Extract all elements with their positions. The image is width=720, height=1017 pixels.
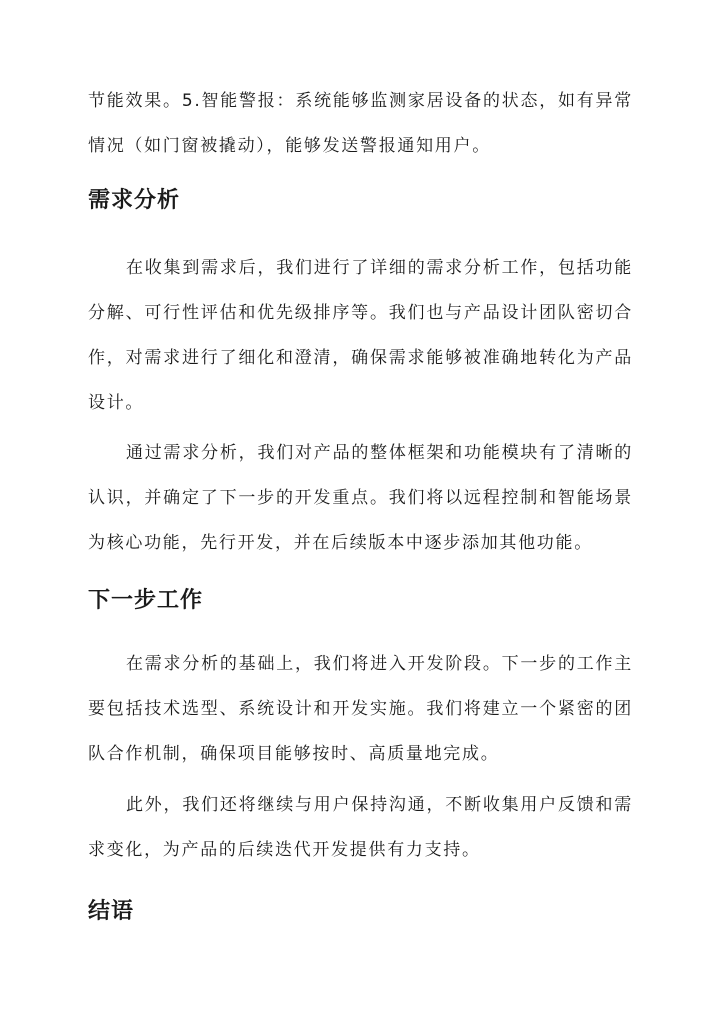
section-heading-next-steps: 下一步工作 [88, 588, 204, 613]
requirements-analysis-paragraph-1: 在收集到需求后，我们进行了详细的需求分析工作，包括功能分解、可行性评估和优先级排序等。我们也与产品设计团队密切合作，对需求进行了细化和澄清，确保需求能够被准确地转化为产品设计。 [88, 258, 633, 413]
section-heading-conclusion: 结语 [88, 899, 135, 924]
intro-paragraph: 节能效果。5.智能警报：系统能够监测家居设备的状态，如有异常情况（如门窗被撬动），能够发送警报通知用户。 [88, 91, 633, 156]
next-steps-paragraph-2: 此外，我们还将继续与用户保持沟通，不断收集用户反馈和需求变化，为产品的后续迭代开发提供有力支持。 [88, 795, 633, 860]
section-heading-requirements-analysis: 需求分析 [88, 188, 181, 213]
requirements-analysis-paragraph-2: 通过需求分析，我们对产品的整体框架和功能模块有了清晰的认识，并确定了下一步的开发重点。我们将以远程控制和智能场景为核心功能，先行开发，并在后续版本中逐步添加其他功能。 [88, 443, 633, 553]
next-steps-paragraph-1: 在需求分析的基础上，我们将进入开发阶段。下一步的工作主要包括技术选型、系统设计和开发实施。我们将建立一个紧密的团队合作机制，确保项目能够按时、高质量地完成。 [88, 654, 633, 764]
